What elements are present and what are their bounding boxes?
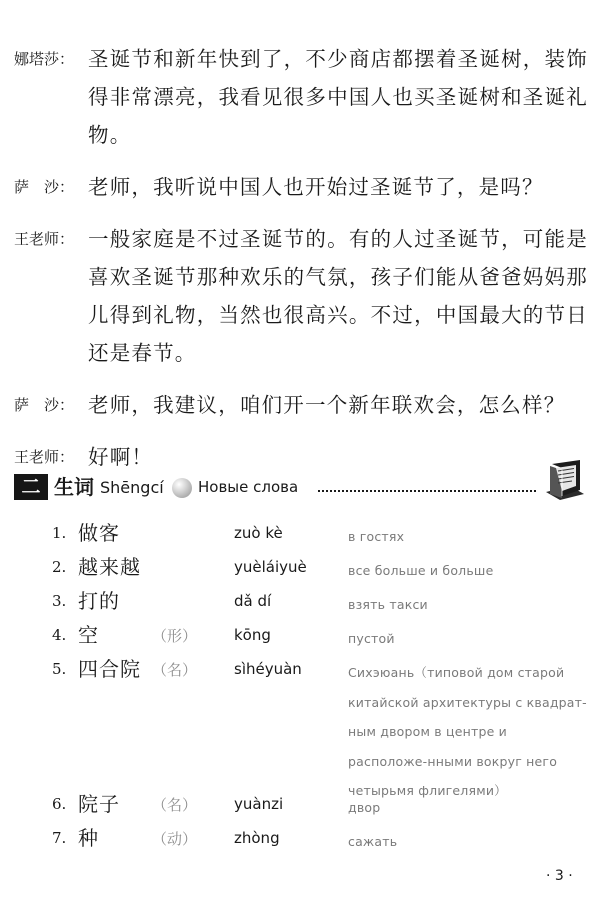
vocab-pos: （名） — [152, 661, 198, 679]
speech-text: 老师，我建议，咱们开一个新年联欢会，怎么样？ — [88, 393, 566, 417]
speaker-name: 娜塔莎： — [14, 50, 75, 68]
vocab-word: 打的 — [78, 589, 120, 613]
vocab-word: 空 — [78, 623, 99, 647]
dialogue — [14, 40, 588, 490]
vocab-row — [0, 520, 600, 554]
vocab-pos: （形） — [152, 627, 198, 645]
section-russian-title: Новые слова — [198, 478, 299, 496]
vocab-meaning: все больше и больше — [348, 563, 494, 578]
vocab-number: 4. — [52, 626, 67, 644]
vocab-pinyin: yuèláiyuè — [234, 558, 307, 576]
vocab-pinyin: yuànzi — [234, 795, 284, 813]
vocab-meaning: в гостях — [348, 529, 405, 544]
vocab-number: 7. — [52, 829, 67, 847]
vocab-word: 四合院 — [78, 657, 141, 681]
vocab-word: 做客 — [78, 521, 120, 545]
dialogue-line — [14, 168, 588, 206]
vocab-row — [0, 588, 600, 622]
vocab-pos: （名） — [152, 796, 198, 814]
vocab-meaning: двор — [348, 800, 381, 815]
speech-text: 圣诞节和新年快到了，不少商店都摆着圣诞树，装饰得非常漂亮，我看见很多中国人也买圣诞树和圣诞礼物。 — [88, 47, 588, 147]
speaker-name: 萨 沙： — [14, 178, 75, 196]
dialogue-line — [14, 220, 588, 372]
vocab-pos: （动） — [152, 830, 198, 848]
vocab-number: 5. — [52, 660, 67, 678]
vocab-meaning: сажать — [348, 834, 398, 849]
vocabulary-list — [0, 520, 600, 859]
vocab-pinyin: zuò kè — [234, 524, 283, 542]
vocab-word: 种 — [78, 826, 99, 850]
vocab-row — [0, 554, 600, 588]
section-number: 二 — [14, 474, 48, 500]
vocab-row — [0, 656, 600, 798]
vocab-row — [0, 825, 600, 859]
vocab-meaning: взять такси — [348, 597, 428, 612]
vocab-meaning: Сихэюань（типовой дом старой китайской архитектуры с квадрат-ным двором в центре и расположе-нными вокруг него четырьмя флигелями） — [348, 665, 587, 798]
section-title: 生词 — [54, 475, 94, 499]
speaker-name: 王老师： — [14, 230, 75, 248]
vocab-pinyin: sìhéyuàn — [234, 660, 302, 678]
vocab-row — [0, 622, 600, 656]
dialogue-line — [14, 386, 588, 424]
dialogue-line — [14, 40, 588, 154]
speaker-name: 萨 沙： — [14, 396, 75, 414]
speech-text: 一般家庭是不过圣诞节的。有的人过圣诞节，可能是喜欢圣诞节那种欢乐的气氛，孩子们能从爸爸妈妈那儿得到礼物，当然也很高兴。不过，中国最大的节日还是春节。 — [88, 227, 588, 365]
vocab-pinyin: zhòng — [234, 829, 280, 847]
vocab-pinyin: dǎ dí — [234, 592, 272, 610]
vocab-word: 院子 — [78, 792, 120, 816]
vocab-row — [0, 791, 600, 825]
dotted-leader — [318, 490, 536, 492]
section-pinyin: Shēngcí — [100, 478, 164, 497]
speech-text: 老师，我听说中国人也开始过圣诞节了，是吗？ — [88, 175, 544, 199]
page-number: · 3 · — [546, 868, 573, 884]
vocab-pinyin: kōng — [234, 626, 271, 644]
bullet-dot-icon — [172, 478, 192, 498]
notebook-icon — [540, 458, 588, 504]
vocab-number: 2. — [52, 558, 67, 576]
vocab-number: 1. — [52, 524, 67, 542]
vocab-number: 3. — [52, 592, 67, 610]
vocab-word: 越来越 — [78, 555, 141, 579]
speaker-name: 王老师： — [14, 448, 75, 466]
speech-text: 好啊！ — [88, 445, 154, 469]
section-header — [14, 470, 588, 504]
vocab-number: 6. — [52, 795, 67, 813]
vocab-meaning: пустой — [348, 631, 395, 646]
